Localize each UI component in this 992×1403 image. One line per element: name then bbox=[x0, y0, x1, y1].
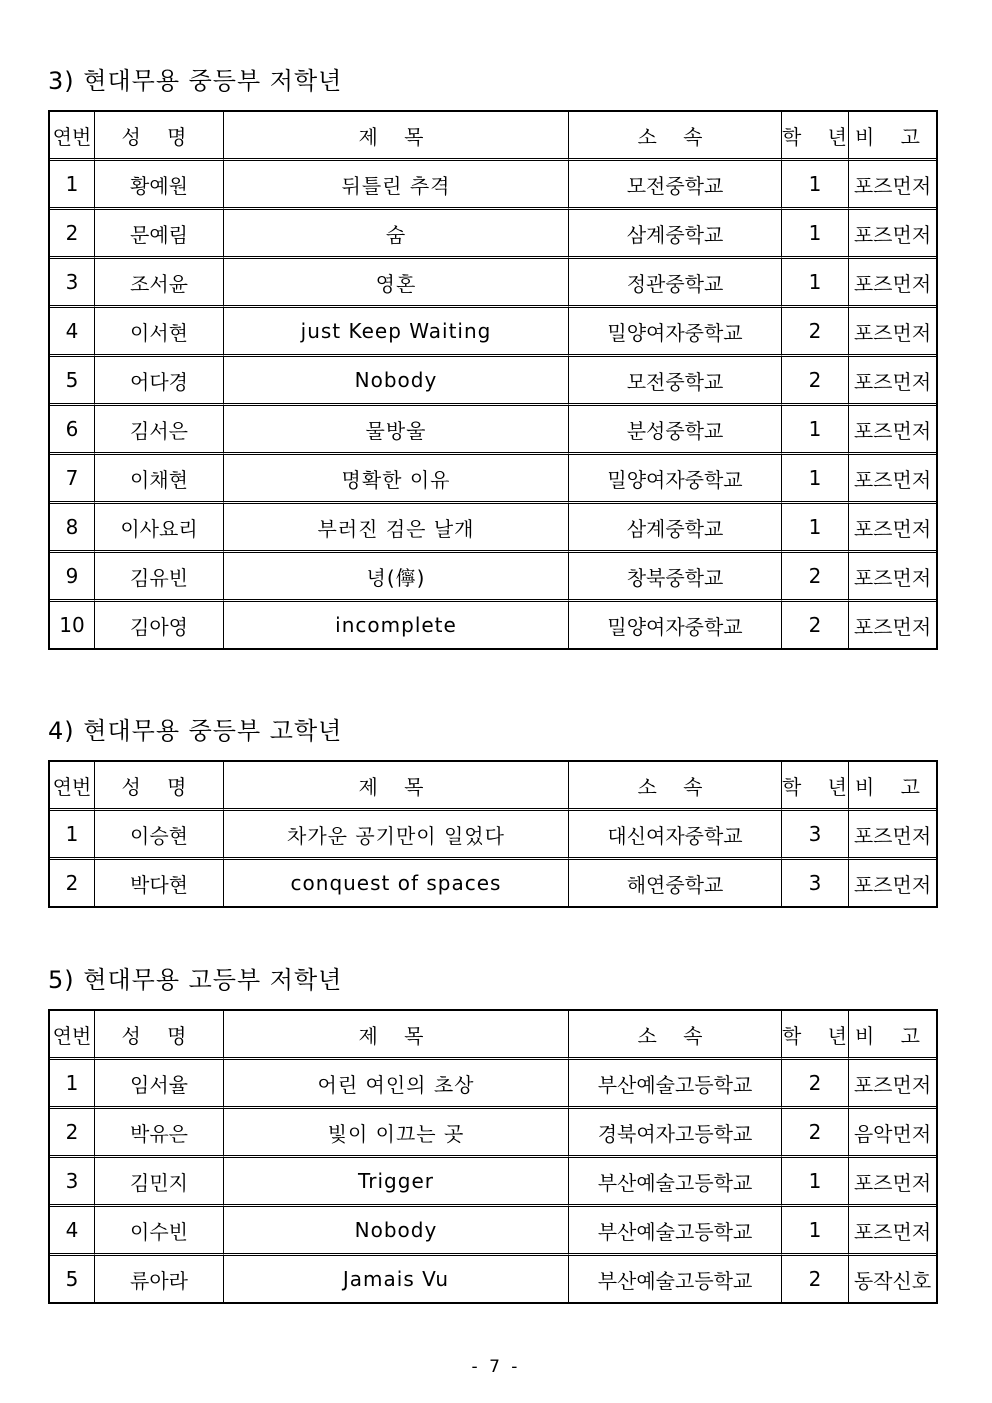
section-heading: 5) 현대무용 고등부 저학년 bbox=[48, 966, 343, 994]
cell-note: 포즈먼저 bbox=[849, 357, 936, 406]
cell-title: 부러진 검은 날개 bbox=[224, 504, 569, 553]
cell-school: 창북중학교 bbox=[569, 553, 782, 602]
cell-note: 포즈먼저 bbox=[849, 602, 936, 650]
cell-num: 5 bbox=[50, 1256, 95, 1304]
cell-school: 밀양여자중학교 bbox=[569, 308, 782, 357]
cell-num: 2 bbox=[50, 210, 95, 259]
table-row bbox=[50, 308, 936, 357]
cell-grade: 1 bbox=[782, 406, 849, 455]
table-header-row bbox=[50, 1011, 936, 1060]
page-number: - 7 - bbox=[471, 1357, 521, 1377]
cell-num: 4 bbox=[50, 308, 95, 357]
cell-note: 포즈먼저 bbox=[849, 210, 936, 259]
cell-grade: 2 bbox=[782, 553, 849, 602]
table-header-row bbox=[50, 762, 936, 811]
cell-grade: 1 bbox=[782, 455, 849, 504]
cell-title: incomplete bbox=[224, 602, 569, 650]
table-row bbox=[50, 210, 936, 259]
cell-name: 박유은 bbox=[95, 1109, 224, 1158]
roster-table bbox=[48, 110, 938, 650]
cell-grade: 2 bbox=[782, 1060, 849, 1109]
cell-title: 어린 여인의 초상 bbox=[224, 1060, 569, 1109]
header-school: 소 속 bbox=[569, 762, 782, 811]
section-3 bbox=[48, 66, 938, 650]
header-title: 제 목 bbox=[224, 762, 569, 811]
header-name: 성 명 bbox=[95, 112, 224, 161]
header-note: 비 고 bbox=[849, 112, 936, 161]
table-row bbox=[50, 504, 936, 553]
cell-num: 2 bbox=[50, 1109, 95, 1158]
cell-title: Nobody bbox=[224, 1207, 569, 1256]
section-4 bbox=[48, 716, 938, 908]
cell-note: 포즈먼저 bbox=[849, 1207, 936, 1256]
table-row bbox=[50, 1256, 936, 1304]
header-school: 소 속 bbox=[569, 112, 782, 161]
cell-note: 동작신호 bbox=[849, 1256, 936, 1304]
cell-school: 부산예술고등학교 bbox=[569, 1207, 782, 1256]
cell-name: 이사요리 bbox=[95, 504, 224, 553]
table-row bbox=[50, 357, 936, 406]
table-row bbox=[50, 455, 936, 504]
table-row bbox=[50, 602, 936, 650]
header-num: 연번 bbox=[50, 1011, 95, 1060]
header-school: 소 속 bbox=[569, 1011, 782, 1060]
header-note: 비 고 bbox=[849, 762, 936, 811]
section-5 bbox=[48, 965, 938, 1304]
cell-num: 3 bbox=[50, 259, 95, 308]
cell-name: 임서율 bbox=[95, 1060, 224, 1109]
cell-note: 포즈먼저 bbox=[849, 455, 936, 504]
cell-school: 분성중학교 bbox=[569, 406, 782, 455]
cell-grade: 2 bbox=[782, 357, 849, 406]
header-title: 제 목 bbox=[224, 1011, 569, 1060]
cell-school: 부산예술고등학교 bbox=[569, 1158, 782, 1207]
cell-name: 황예원 bbox=[95, 161, 224, 210]
cell-grade: 2 bbox=[782, 1109, 849, 1158]
cell-title: 뒤틀린 추격 bbox=[224, 161, 569, 210]
cell-note: 포즈먼저 bbox=[849, 406, 936, 455]
cell-name: 김유빈 bbox=[95, 553, 224, 602]
cell-note: 포즈먼저 bbox=[849, 553, 936, 602]
cell-grade: 2 bbox=[782, 602, 849, 650]
cell-school: 모전중학교 bbox=[569, 161, 782, 210]
cell-school: 모전중학교 bbox=[569, 357, 782, 406]
table-row bbox=[50, 1109, 936, 1158]
cell-name: 김아영 bbox=[95, 602, 224, 650]
header-name: 성 명 bbox=[95, 1011, 224, 1060]
cell-school: 삼계중학교 bbox=[569, 210, 782, 259]
cell-num: 1 bbox=[50, 161, 95, 210]
header-note: 비 고 bbox=[849, 1011, 936, 1060]
cell-num: 1 bbox=[50, 811, 95, 860]
cell-school: 밀양여자중학교 bbox=[569, 455, 782, 504]
cell-name: 김서은 bbox=[95, 406, 224, 455]
cell-school: 부산예술고등학교 bbox=[569, 1256, 782, 1304]
header-name: 성 명 bbox=[95, 762, 224, 811]
table-row bbox=[50, 1158, 936, 1207]
cell-school: 부산예술고등학교 bbox=[569, 1060, 782, 1109]
roster-table bbox=[48, 760, 938, 908]
cell-num: 8 bbox=[50, 504, 95, 553]
cell-school: 삼계중학교 bbox=[569, 504, 782, 553]
cell-grade: 2 bbox=[782, 1256, 849, 1304]
cell-name: 김민지 bbox=[95, 1158, 224, 1207]
cell-grade: 1 bbox=[782, 1207, 849, 1256]
cell-title: 녕(儜) bbox=[224, 553, 569, 602]
cell-grade: 1 bbox=[782, 210, 849, 259]
cell-school: 경북여자고등학교 bbox=[569, 1109, 782, 1158]
cell-num: 9 bbox=[50, 553, 95, 602]
cell-num: 5 bbox=[50, 357, 95, 406]
cell-name: 박다현 bbox=[95, 860, 224, 908]
cell-note: 포즈먼저 bbox=[849, 504, 936, 553]
table-row bbox=[50, 406, 936, 455]
cell-title: 빛이 이끄는 곳 bbox=[224, 1109, 569, 1158]
cell-note: 포즈먼저 bbox=[849, 811, 936, 860]
cell-note: 포즈먼저 bbox=[849, 1060, 936, 1109]
cell-school: 밀양여자중학교 bbox=[569, 602, 782, 650]
cell-num: 10 bbox=[50, 602, 95, 650]
header-grade: 학 년 bbox=[782, 112, 849, 161]
table-row bbox=[50, 553, 936, 602]
table-row bbox=[50, 811, 936, 860]
cell-grade: 2 bbox=[782, 308, 849, 357]
cell-name: 류아라 bbox=[95, 1256, 224, 1304]
cell-name: 어다경 bbox=[95, 357, 224, 406]
cell-note: 포즈먼저 bbox=[849, 259, 936, 308]
cell-grade: 3 bbox=[782, 811, 849, 860]
cell-school: 해연중학교 bbox=[569, 860, 782, 908]
table-row bbox=[50, 860, 936, 908]
cell-title: just Keep Waiting bbox=[224, 308, 569, 357]
cell-school: 정관중학교 bbox=[569, 259, 782, 308]
cell-grade: 3 bbox=[782, 860, 849, 908]
cell-note: 포즈먼저 bbox=[849, 308, 936, 357]
cell-grade: 1 bbox=[782, 259, 849, 308]
header-num: 연번 bbox=[50, 762, 95, 811]
cell-title: Jamais Vu bbox=[224, 1256, 569, 1304]
cell-num: 7 bbox=[50, 455, 95, 504]
table-row bbox=[50, 161, 936, 210]
cell-grade: 1 bbox=[782, 504, 849, 553]
header-num: 연번 bbox=[50, 112, 95, 161]
cell-grade: 1 bbox=[782, 161, 849, 210]
header-grade: 학 년 bbox=[782, 1011, 849, 1060]
cell-name: 이채현 bbox=[95, 455, 224, 504]
roster-table bbox=[48, 1009, 938, 1304]
section-heading: 4) 현대무용 중등부 고학년 bbox=[48, 717, 343, 745]
cell-title: Nobody bbox=[224, 357, 569, 406]
cell-title: 영혼 bbox=[224, 259, 569, 308]
table-header-row bbox=[50, 112, 936, 161]
cell-name: 이서현 bbox=[95, 308, 224, 357]
cell-num: 6 bbox=[50, 406, 95, 455]
cell-note: 음악먼저 bbox=[849, 1109, 936, 1158]
header-grade: 학 년 bbox=[782, 762, 849, 811]
cell-num: 2 bbox=[50, 860, 95, 908]
cell-name: 문예림 bbox=[95, 210, 224, 259]
table-row bbox=[50, 1207, 936, 1256]
cell-num: 1 bbox=[50, 1060, 95, 1109]
cell-num: 3 bbox=[50, 1158, 95, 1207]
cell-note: 포즈먼저 bbox=[849, 1158, 936, 1207]
cell-title: Trigger bbox=[224, 1158, 569, 1207]
cell-name: 이수빈 bbox=[95, 1207, 224, 1256]
cell-num: 4 bbox=[50, 1207, 95, 1256]
cell-title: 차가운 공기만이 일었다 bbox=[224, 811, 569, 860]
cell-title: 숨 bbox=[224, 210, 569, 259]
table-row bbox=[50, 1060, 936, 1109]
cell-school: 대신여자중학교 bbox=[569, 811, 782, 860]
header-title: 제 목 bbox=[224, 112, 569, 161]
cell-name: 조서윤 bbox=[95, 259, 224, 308]
cell-grade: 1 bbox=[782, 1158, 849, 1207]
cell-note: 포즈먼저 bbox=[849, 161, 936, 210]
cell-title: conquest of spaces bbox=[224, 860, 569, 908]
cell-title: 물방울 bbox=[224, 406, 569, 455]
section-heading: 3) 현대무용 중등부 저학년 bbox=[48, 67, 343, 95]
table-row bbox=[50, 259, 936, 308]
cell-note: 포즈먼저 bbox=[849, 860, 936, 908]
cell-title: 명확한 이유 bbox=[224, 455, 569, 504]
cell-name: 이승현 bbox=[95, 811, 224, 860]
